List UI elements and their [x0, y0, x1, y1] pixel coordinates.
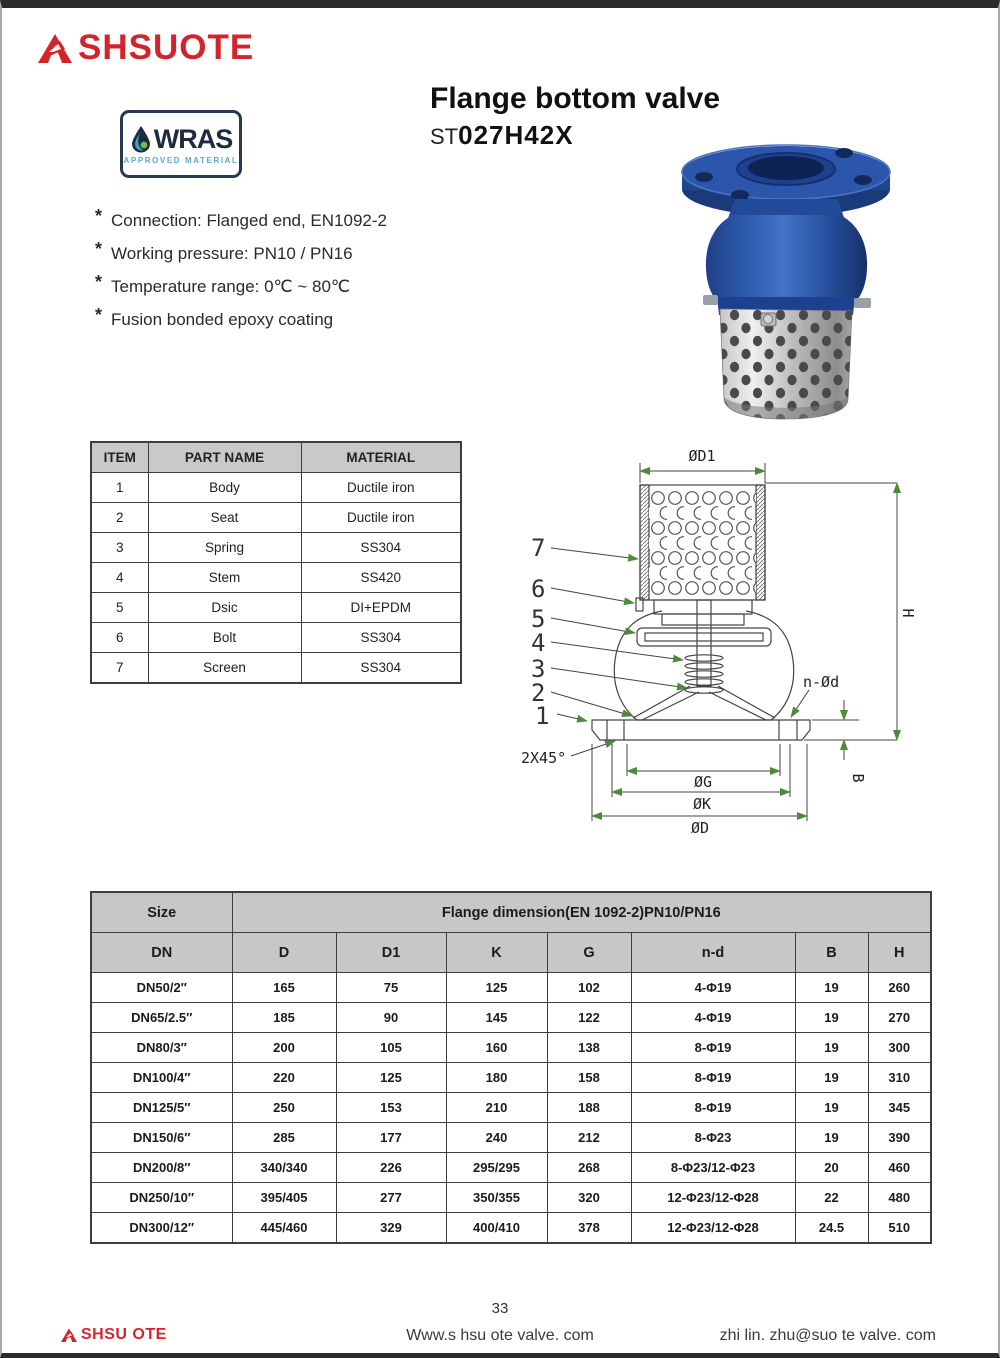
column-header: MATERIAL — [301, 442, 461, 473]
footer-logo-text: SHSU OTE — [81, 1326, 167, 1343]
table-cell: 220 — [232, 1063, 336, 1093]
table-row — [91, 473, 461, 503]
table-cell: 122 — [547, 1003, 631, 1033]
table-cell: 20 — [795, 1153, 868, 1183]
table-cell: 268 — [547, 1153, 631, 1183]
table-cell: 12-Φ23/12-Φ28 — [631, 1213, 795, 1244]
table-cell: 210 — [446, 1093, 547, 1123]
footer — [2, 1324, 998, 1352]
feature-list — [95, 206, 387, 338]
table-cell: 350/355 — [446, 1183, 547, 1213]
table-cell: SS304 — [301, 653, 461, 684]
table-cell: 300 — [868, 1033, 931, 1063]
table-row — [91, 503, 461, 533]
table-row — [91, 593, 461, 623]
table-cell: 329 — [336, 1213, 446, 1244]
table-row — [91, 1123, 931, 1153]
table-cell: DN100/4″ — [91, 1063, 232, 1093]
table-cell: 226 — [336, 1153, 446, 1183]
callout-1: 1 — [535, 702, 550, 730]
product-title: Flange bottom valve — [430, 82, 721, 115]
table-cell: 395/405 — [232, 1183, 336, 1213]
table-cell: 8-Φ19 — [631, 1063, 795, 1093]
dim-table-column-header-row — [91, 933, 931, 973]
table-cell: 8-Φ19 — [631, 1033, 795, 1063]
column-header: D — [232, 933, 336, 973]
column-header: PART NAME — [148, 442, 301, 473]
table-cell: 200 — [232, 1033, 336, 1063]
table-cell: SS304 — [301, 623, 461, 653]
table-cell: 400/410 — [446, 1213, 547, 1244]
dim-label-d1: ØD1 — [688, 447, 716, 465]
page-number: 33 — [491, 1300, 509, 1317]
table-cell: 378 — [547, 1213, 631, 1244]
column-header: H — [868, 933, 931, 973]
dim-table-group-header-row — [91, 892, 931, 933]
table-cell: DN80/3″ — [91, 1033, 232, 1063]
table-cell: 277 — [336, 1183, 446, 1213]
table-cell: 390 — [868, 1123, 931, 1153]
table-cell: 260 — [868, 973, 931, 1003]
dim-label-d: ØD — [690, 819, 710, 837]
table-cell: 6 — [91, 623, 148, 653]
feature-item: * Temperature range: 0℃ ~ 80℃ — [95, 272, 351, 296]
table-cell: DN200/8″ — [91, 1153, 232, 1183]
table-cell: 4-Φ19 — [631, 1003, 795, 1033]
table-cell: 188 — [547, 1093, 631, 1123]
table-row — [91, 1183, 931, 1213]
bullet-marker: * — [95, 305, 103, 325]
table-cell: 345 — [868, 1093, 931, 1123]
dim-label-chamfer: 2X45° — [521, 749, 567, 767]
table-cell: DI+EPDM — [301, 593, 461, 623]
table-cell: 138 — [547, 1033, 631, 1063]
table-cell: 180 — [446, 1063, 547, 1093]
feature-item: * Working pressure: PN10 / PN16 — [95, 239, 353, 263]
footer-website: Www.s hsu ote valve. com — [406, 1327, 594, 1344]
wras-badge — [120, 110, 242, 178]
table-cell: 102 — [547, 973, 631, 1003]
table-cell: 19 — [795, 1063, 868, 1093]
table-cell: 185 — [232, 1003, 336, 1033]
dim-label-nd: n-Ød — [803, 673, 840, 691]
table-row — [91, 563, 461, 593]
table-cell: Ductile iron — [301, 503, 461, 533]
table-cell: 480 — [868, 1183, 931, 1213]
table-cell: Body — [148, 473, 301, 503]
table-cell: 22 — [795, 1183, 868, 1213]
brand-name: SHSUOTE — [78, 28, 255, 67]
column-header: D1 — [336, 933, 446, 973]
column-header: B — [795, 933, 868, 973]
flange-dimension-table — [90, 891, 932, 1244]
table-cell: 1 — [91, 473, 148, 503]
table-cell: 158 — [547, 1063, 631, 1093]
table-row — [91, 623, 461, 653]
table-cell: 145 — [446, 1003, 547, 1033]
table-cell: 250 — [232, 1093, 336, 1123]
table-cell: 212 — [547, 1123, 631, 1153]
brand-logo — [36, 28, 254, 68]
table-row — [91, 533, 461, 563]
column-header: n-d — [631, 933, 795, 973]
table-row — [91, 973, 931, 1003]
table-cell: 510 — [868, 1213, 931, 1244]
column-header: ITEM — [91, 442, 148, 473]
dim-label-k: ØK — [692, 795, 712, 813]
table-cell: 105 — [336, 1033, 446, 1063]
dim-label-h: H — [899, 608, 917, 618]
table-row — [91, 653, 461, 684]
callout-6: 6 — [531, 575, 546, 603]
table-cell: 4-Φ19 — [631, 973, 795, 1003]
column-header: K — [446, 933, 547, 973]
callout-7: 7 — [531, 534, 546, 562]
table-cell: DN125/5″ — [91, 1093, 232, 1123]
size-header: Size — [91, 892, 232, 933]
table-cell: SS420 — [301, 563, 461, 593]
table-cell: 310 — [868, 1063, 931, 1093]
table-cell: 460 — [868, 1153, 931, 1183]
drawing-geometry — [592, 485, 810, 740]
table-cell: 7 — [91, 653, 148, 684]
table-cell: 19 — [795, 1093, 868, 1123]
feature-item: * Fusion bonded epoxy coating — [95, 305, 334, 329]
dim-label-b: B — [849, 773, 867, 783]
callout-4: 4 — [531, 629, 546, 657]
table-cell: Screen — [148, 653, 301, 684]
table-cell: DN65/2.5″ — [91, 1003, 232, 1033]
table-cell: 8-Φ23/12-Φ23 — [631, 1153, 795, 1183]
model-code: 027H42X — [458, 120, 574, 150]
table-cell: Dsic — [148, 593, 301, 623]
table-cell: 4 — [91, 563, 148, 593]
table-row — [91, 1153, 931, 1183]
parts-table — [90, 441, 462, 684]
table-cell: 177 — [336, 1123, 446, 1153]
table-cell: DN300/12″ — [91, 1213, 232, 1244]
table-cell: DN150/6″ — [91, 1123, 232, 1153]
bullet-marker: * — [95, 206, 103, 226]
table-cell: 320 — [547, 1183, 631, 1213]
table-cell: 8-Φ23 — [631, 1123, 795, 1153]
bullet-marker: * — [95, 239, 103, 259]
table-cell: Seat — [148, 503, 301, 533]
callout-3: 3 — [531, 655, 546, 683]
water-drop-icon — [130, 125, 152, 153]
parts-table-header-row — [91, 442, 461, 473]
table-cell: 24.5 — [795, 1213, 868, 1244]
table-cell: 160 — [446, 1033, 547, 1063]
table-cell: 340/340 — [232, 1153, 336, 1183]
table-cell: 240 — [446, 1123, 547, 1153]
footer-email: zhi lin. zhu@suo te valve. com — [719, 1327, 936, 1344]
table-cell: Spring — [148, 533, 301, 563]
table-cell: DN50/2″ — [91, 973, 232, 1003]
table-cell: 165 — [232, 973, 336, 1003]
table-cell: Ductile iron — [301, 473, 461, 503]
brand-triangle-icon — [36, 31, 74, 65]
table-row — [91, 1033, 931, 1063]
table-cell: 19 — [795, 973, 868, 1003]
table-row — [91, 1003, 931, 1033]
callout-2: 2 — [531, 679, 546, 707]
table-cell: 75 — [336, 973, 446, 1003]
flange-dimension-header: Flange dimension(EN 1092-2)PN10/PN16 — [232, 892, 931, 933]
feature-item: * Connection: Flanged end, EN1092-2 — [95, 206, 387, 230]
table-row — [91, 1213, 931, 1244]
callout-5: 5 — [531, 605, 546, 633]
table-cell: SS304 — [301, 533, 461, 563]
table-cell: 153 — [336, 1093, 446, 1123]
table-cell: 19 — [795, 1003, 868, 1033]
model-prefix: ST — [430, 124, 459, 149]
table-cell: 8-Φ19 — [631, 1093, 795, 1123]
callout-numbers — [531, 534, 549, 730]
table-cell: 295/295 — [446, 1153, 547, 1183]
table-cell: 12-Φ23/12-Φ28 — [631, 1183, 795, 1213]
bullet-marker: * — [95, 272, 103, 292]
column-header: G — [547, 933, 631, 973]
table-cell: 5 — [91, 593, 148, 623]
technical-drawing — [507, 428, 957, 843]
table-cell: 19 — [795, 1123, 868, 1153]
table-cell: 125 — [446, 973, 547, 1003]
table-cell: DN250/10″ — [91, 1183, 232, 1213]
column-header: DN — [91, 933, 232, 973]
table-cell: 2 — [91, 503, 148, 533]
dim-label-g: ØG — [693, 773, 713, 791]
table-cell: 90 — [336, 1003, 446, 1033]
table-cell: 445/460 — [232, 1213, 336, 1244]
wras-subtitle: APPROVED MATERIAL — [123, 155, 239, 165]
table-cell: 285 — [232, 1123, 336, 1153]
table-row — [91, 1093, 931, 1123]
table-cell: Stem — [148, 563, 301, 593]
table-cell: 270 — [868, 1003, 931, 1033]
table-cell: 19 — [795, 1033, 868, 1063]
table-row — [91, 1063, 931, 1093]
table-cell: 125 — [336, 1063, 446, 1093]
valve-body — [703, 199, 871, 315]
table-cell: 3 — [91, 533, 148, 563]
wras-title: WRAS — [153, 123, 233, 154]
table-cell: Bolt — [148, 623, 301, 653]
valve-screen — [720, 309, 852, 419]
product-photo — [647, 139, 957, 429]
